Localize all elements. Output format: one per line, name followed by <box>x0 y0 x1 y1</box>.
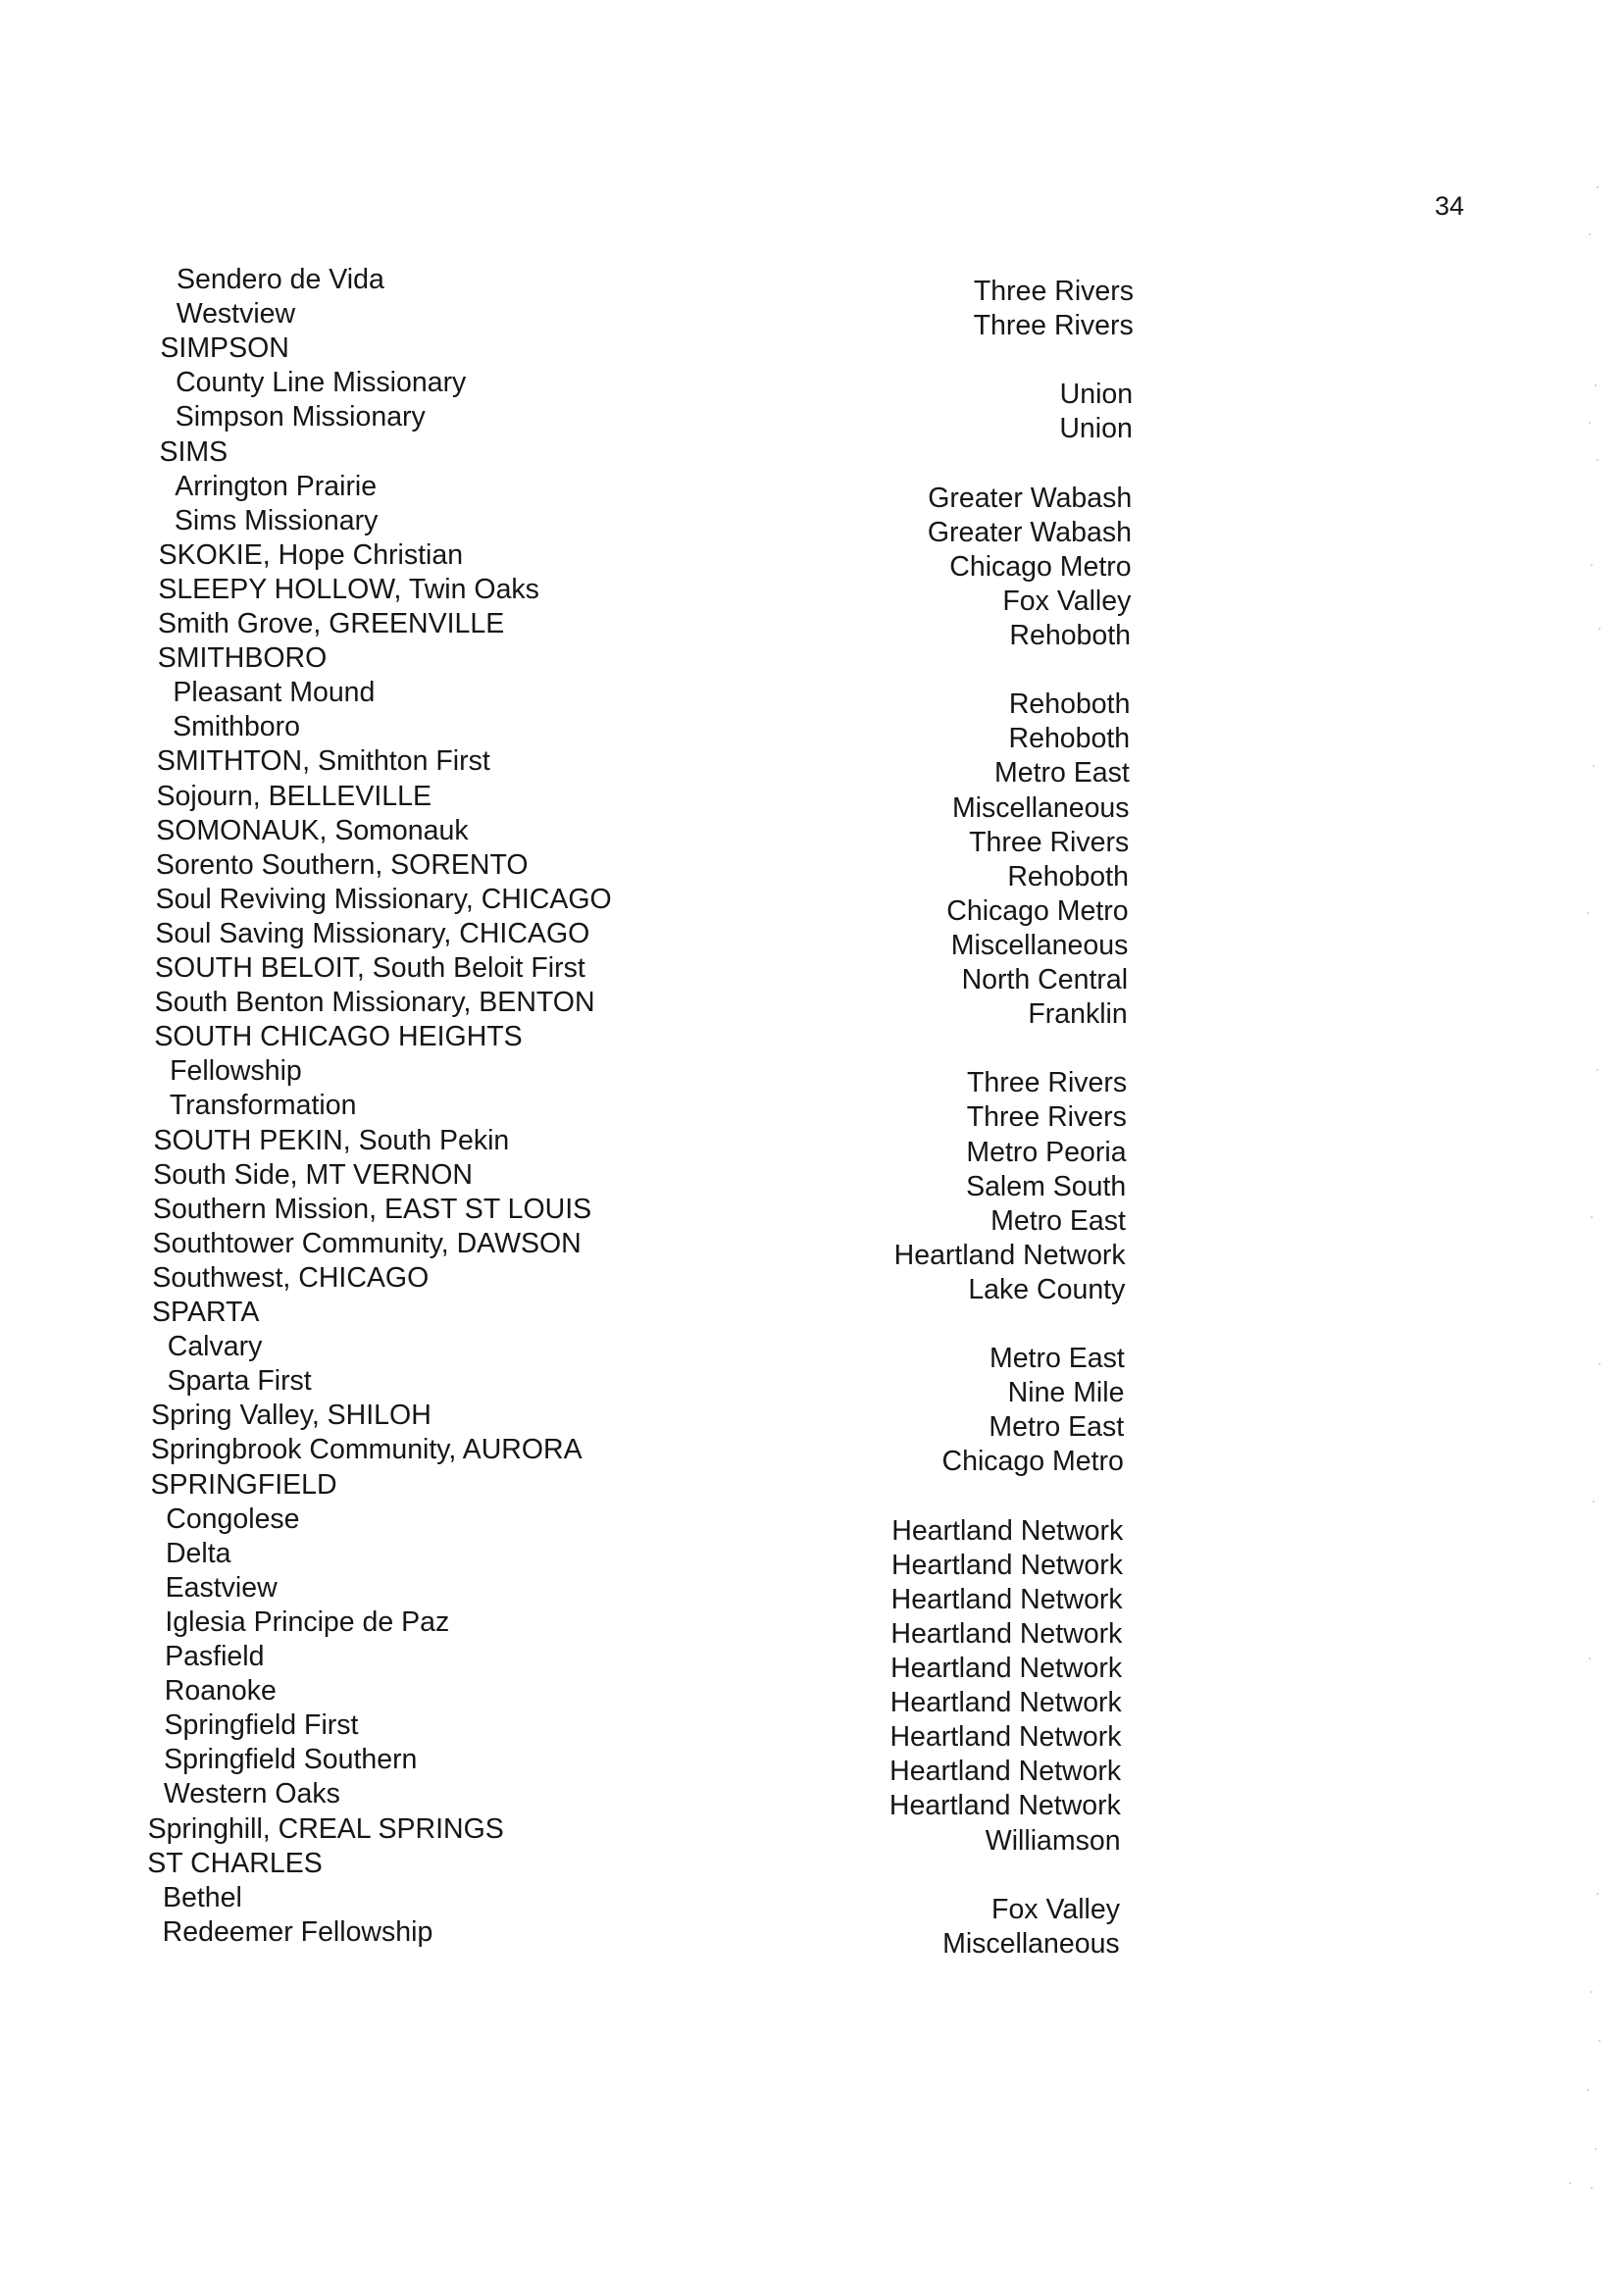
church-name: Bethel <box>162 1881 242 1913</box>
scan-speck <box>1599 2040 1600 2042</box>
scan-speck <box>1587 2089 1589 2091</box>
district-name: Rehoboth <box>1009 620 1132 651</box>
church-name: Springfield First <box>164 1709 359 1742</box>
district-name: Metro East <box>994 757 1130 790</box>
church-name: Smithboro <box>173 711 301 743</box>
district-name: Rehoboth <box>1008 723 1131 755</box>
church-name: Fellowship <box>170 1055 302 1088</box>
church-name: Arrington Prairie <box>175 470 378 502</box>
district-name: Miscellaneous <box>942 1927 1120 1960</box>
church-name: Calvary <box>167 1331 263 1363</box>
district-name: Nine Mile <box>1007 1377 1125 1409</box>
district-name: Union <box>1059 379 1134 411</box>
district-name: Union <box>1059 413 1133 445</box>
district-name: Heartland Network <box>893 1239 1126 1271</box>
location-heading: Soul Reviving Missionary, CHICAGO <box>155 883 612 915</box>
scan-speck <box>1595 384 1597 386</box>
scan-speck <box>1595 2148 1597 2150</box>
location-heading: Springhill, CREAL SPRINGS <box>147 1812 504 1845</box>
location-heading: ST CHARLES <box>147 1847 323 1879</box>
location-heading: SOUTH BELOIT, South Beloit First <box>155 952 585 984</box>
district-name: Metro East <box>990 1204 1126 1237</box>
district-name: Salem South <box>966 1170 1127 1202</box>
district-name: Heartland Network <box>888 1790 1121 1822</box>
district-name: Three Rivers <box>973 310 1134 342</box>
scan-speck <box>1587 912 1589 914</box>
district-name: Franklin <box>1028 998 1128 1031</box>
scan-speck <box>1589 1657 1591 1659</box>
location-heading: Southwest, CHICAGO <box>152 1261 430 1294</box>
location-heading: SMITHBORO <box>157 642 328 675</box>
location-heading: SIMS <box>159 435 228 468</box>
district-name: Rehoboth <box>1008 688 1131 721</box>
church-name: Sendero de Vida <box>177 264 384 295</box>
scan-speck <box>1597 1893 1599 1895</box>
district-name: Three Rivers <box>966 1101 1127 1134</box>
district-name: North Central <box>961 964 1129 995</box>
church-name: Roanoke <box>164 1675 277 1708</box>
location-heading: SOUTH PEKIN, South Pekin <box>153 1124 510 1156</box>
district-name: Heartland Network <box>889 1687 1122 1719</box>
church-name: Eastview <box>165 1571 278 1604</box>
location-heading: Sorento Southern, SORENTO <box>155 848 529 881</box>
scan-speck <box>1591 564 1593 566</box>
district-name: Three Rivers <box>967 1067 1128 1099</box>
location-heading: SIMPSON <box>160 332 289 365</box>
location-heading: SKOKIE, Hope Christian <box>158 538 464 571</box>
church-name: Iglesia Principe de Paz <box>165 1606 450 1638</box>
location-heading: Smith Grove, GREENVILLE <box>158 608 505 639</box>
location-heading: Southtower Community, DAWSON <box>152 1227 582 1259</box>
district-name: Heartland Network <box>890 1549 1123 1581</box>
location-heading: South Benton Missionary, BENTON <box>154 987 595 1019</box>
district-name: Heartland Network <box>891 1514 1124 1547</box>
page-number: 34 <box>1435 191 1465 221</box>
scan-speck <box>1597 1069 1599 1071</box>
church-name: Sims Missionary <box>174 504 379 536</box>
location-heading: Southern Mission, EAST ST LOUIS <box>152 1193 592 1225</box>
district-name: Williamson <box>985 1824 1121 1857</box>
district-name: Heartland Network <box>889 1756 1122 1788</box>
location-heading: SOMONAUK, Somonauk <box>156 814 469 846</box>
location-heading: Spring Valley, SHILOH <box>151 1400 431 1432</box>
location-heading: Springbrook Community, AURORA <box>150 1434 583 1466</box>
location-heading: SLEEPY HOLLOW, Twin Oaks <box>158 573 539 605</box>
church-name: Springfield Southern <box>164 1744 418 1776</box>
district-name: Miscellaneous <box>951 791 1130 824</box>
scan-speck <box>1599 628 1600 630</box>
district-name: Three Rivers <box>973 276 1134 307</box>
scan-speck <box>1591 2187 1593 2189</box>
location-heading: Sojourn, BELLEVILLE <box>156 780 431 812</box>
location-heading: SPRINGFIELD <box>150 1468 337 1501</box>
district-name: Metro East <box>989 1411 1125 1444</box>
district-name: Lake County <box>968 1273 1126 1305</box>
district-name: Heartland Network <box>889 1721 1122 1754</box>
scan-speck <box>1597 186 1599 188</box>
district-name: Metro Peoria <box>966 1136 1127 1168</box>
scan-speck <box>1591 1991 1593 1993</box>
district-name: Heartland Network <box>890 1617 1123 1650</box>
church-name: Western Oaks <box>163 1778 340 1810</box>
scan-speck <box>1593 765 1595 767</box>
church-name: Delta <box>165 1537 231 1569</box>
district-name: Greater Wabash <box>928 482 1133 514</box>
district-name: Fox Valley <box>991 1893 1120 1925</box>
scan-speck <box>1569 2182 1571 2184</box>
district-name: Three Rivers <box>969 826 1130 858</box>
district-name: Chicago Metro <box>946 894 1129 927</box>
district-name: Chicago Metro <box>949 550 1132 583</box>
district-name: Greater Wabash <box>927 516 1132 548</box>
scan-speck <box>1593 1501 1595 1503</box>
scan-speck <box>1589 233 1591 235</box>
district-name: Heartland Network <box>890 1583 1123 1615</box>
scan-speck <box>1591 1216 1593 1218</box>
location-heading: SPARTA <box>152 1297 260 1328</box>
district-name: Chicago Metro <box>941 1446 1124 1478</box>
church-name: Sparta First <box>167 1365 312 1398</box>
church-name: Westview <box>176 298 296 331</box>
church-name: Simpson Missionary <box>175 401 426 433</box>
district-name: Fox Valley <box>1002 585 1132 617</box>
district-name: Miscellaneous <box>950 929 1129 961</box>
district-name: Rehoboth <box>1007 860 1129 892</box>
district-name: Heartland Network <box>890 1653 1123 1684</box>
church-name: County Line Missionary <box>176 367 467 399</box>
church-name: Congolese <box>166 1503 300 1535</box>
church-name: Transformation <box>169 1090 357 1122</box>
district-name: Metro East <box>989 1343 1125 1375</box>
scan-speck <box>1597 459 1599 461</box>
church-name: Pleasant Mound <box>173 677 376 709</box>
scan-speck <box>1599 1363 1600 1365</box>
location-heading: SMITHTON, Smithton First <box>156 745 490 778</box>
location-heading: SOUTH CHICAGO HEIGHTS <box>154 1021 523 1053</box>
location-heading: Soul Saving Missionary, CHICAGO <box>155 917 590 949</box>
church-name: Pasfield <box>165 1641 265 1672</box>
location-heading: South Side, MT VERNON <box>153 1158 473 1191</box>
church-name: Redeemer Fellowship <box>162 1915 433 1948</box>
scan-speck <box>1589 422 1591 424</box>
